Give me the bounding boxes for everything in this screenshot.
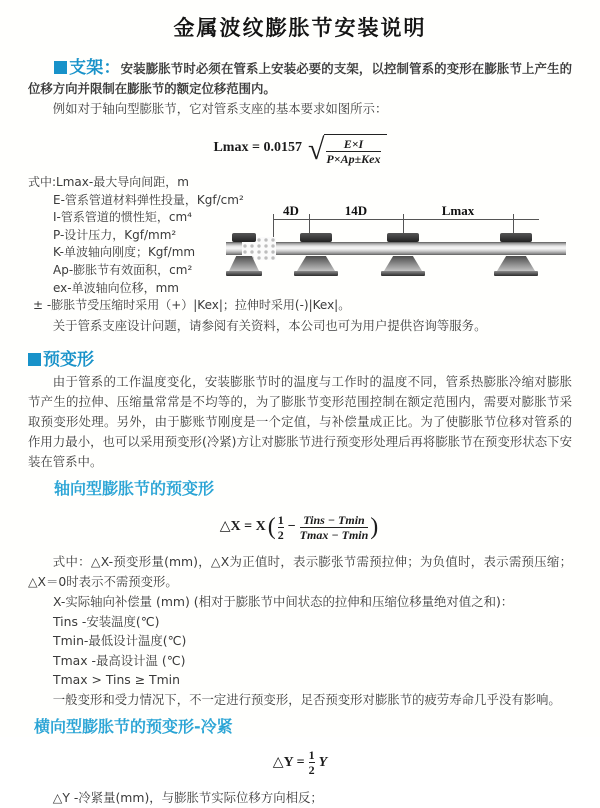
support-note-text: 关于管系支座设计问题，请参阅有关资料，本公司也可为用户提供咨询等服务。 bbox=[52, 318, 487, 333]
support-base bbox=[494, 271, 538, 276]
support-base bbox=[294, 271, 338, 276]
definition-line: Tmax -最高设计温 (℃) bbox=[53, 652, 186, 668]
support-pedestal bbox=[297, 256, 335, 271]
pipe-guide-support bbox=[294, 233, 338, 281]
predeform-paragraph: 由于管系的工作温度变化，安装膨胀节时的温度与工作时的温度不同，管系热膨胀冷缩对膨胀节产生的拉伸、压缩量常常是不均等的，为了膨胀节变形范围控制在额定范围内，需要对膨胀节采取预变形处理。另外，由于膨账节刚度是一个定值，与补偿量成正比。为了使膨胀节位移对管系的作用力最小，也可以采用预变形(冷紧)方让对膨胀节进行预变形处理后再将膨胀节在预变形状态下安装在管系中。 bbox=[28, 374, 572, 469]
minus-sign: − bbox=[287, 519, 296, 534]
lateral-explain-text: △Y -冷紧量(mm)，与膨胀节实际位移方向相反； bbox=[52, 789, 323, 805]
support-base bbox=[226, 271, 262, 276]
dimension-line bbox=[273, 219, 539, 220]
support-pedestal bbox=[384, 256, 422, 271]
formula-dx-lhs: △X = X bbox=[219, 519, 266, 534]
definitions-and-diagram bbox=[28, 174, 572, 316]
support-example-text: 例如对于轴向型膨胀节，它对管系支座的基本要求如图所示： bbox=[52, 101, 388, 116]
formula-dy-rhs: Y bbox=[318, 754, 328, 770]
axial-subheader: 轴向型膨胀节的预变形 bbox=[54, 479, 215, 498]
support-section-header: 支架： bbox=[69, 58, 121, 78]
definition-line: Tmax > Tins ≥ Tmin bbox=[53, 672, 180, 687]
definition-line: ± -膨胀节受压缩时采用（+）|Kex|；拉伸时采用(-)|Kex|。 bbox=[33, 298, 351, 313]
section-marker-icon bbox=[28, 353, 41, 366]
definition-line: P-设计压力，Kgf/mm² bbox=[53, 227, 177, 242]
predeform-section-header: 预变形 bbox=[28, 348, 572, 372]
half-numerator: 1 bbox=[277, 512, 284, 527]
support-intro-paragraph bbox=[28, 58, 572, 99]
formula-lmax-lhs: Lmax = 0.0157 bbox=[213, 140, 302, 155]
support-clamp bbox=[387, 233, 419, 242]
definition-line: Tmin-最低设计温度(℃) bbox=[53, 633, 187, 648]
support-intro-text: 安装膨胀节时必须在管系上安装必要的支架，以控制管系的变形在膨胀节上产生的位移方向并限制在膨胀节的额定位移范围内。 bbox=[28, 61, 572, 96]
definition-line: Tins -安装温度(℃) bbox=[53, 613, 160, 629]
half-numerator: 1 bbox=[308, 748, 315, 762]
dim-label-14d: 14D bbox=[344, 203, 368, 218]
support-clamp bbox=[300, 233, 332, 242]
lateral-subheader: 横向型膨胀节的预变形-冷紧 bbox=[34, 716, 233, 736]
section-marker-icon bbox=[54, 61, 67, 74]
temp-numerator: Tins − Tmin bbox=[303, 512, 365, 527]
axial-definitions bbox=[28, 592, 572, 690]
support-base bbox=[381, 271, 425, 276]
definition-line: 式中:Lmax-最大导向间距，m bbox=[28, 175, 189, 189]
page-title: 金属波纹膨胀节安装说明 bbox=[173, 16, 427, 40]
formula-delta-y bbox=[28, 746, 572, 780]
formula-lmax-denominator: P×Ap±Kex bbox=[326, 151, 381, 166]
definition-line: I-管系管道的惯性矩，cm⁴ bbox=[53, 210, 192, 225]
half-denominator: 2 bbox=[308, 763, 315, 777]
close-paren: ) bbox=[370, 514, 379, 540]
definition-line: K-单波轴向刚度；Kgf/mm bbox=[53, 245, 196, 260]
half-denominator: 2 bbox=[277, 527, 284, 542]
formula-lmax-numerator: E×I bbox=[343, 136, 364, 151]
pipe-support-diagram bbox=[226, 203, 566, 286]
support-clamp bbox=[500, 233, 532, 242]
axial-explain-text: 式中：△X-预变形量(mm)，△X为正值时，表示膨张节需预拉伸；为负值时，表示需预压缩；△X＝0时表示不需预变形。 bbox=[28, 554, 572, 589]
axial-note-text: 一般变形和受力情况下，不一定进行预变形，足否预变形对膨胀节的疲劳寿命几乎没有影响。 bbox=[52, 691, 561, 707]
pipe-anchor-support bbox=[226, 233, 262, 281]
formula-dy-lhs: △Y = bbox=[272, 754, 305, 770]
support-pedestal bbox=[497, 256, 535, 271]
dim-label-4d: 4D bbox=[283, 203, 299, 218]
formula-delta-x bbox=[28, 508, 572, 546]
dim-label-lmax: Lmax bbox=[441, 203, 475, 218]
definition-line: Ap-膨胀节有效面积，cm² bbox=[53, 262, 193, 277]
definition-line: ex-单波轴向位移，mm bbox=[53, 280, 179, 295]
formula-lmax bbox=[28, 128, 572, 168]
pipe-guide-support bbox=[494, 233, 538, 281]
sqrt-radical-icon: √ bbox=[307, 133, 325, 166]
support-clamp bbox=[232, 233, 256, 242]
open-paren: ( bbox=[267, 514, 276, 540]
support-pedestal bbox=[229, 256, 259, 271]
pipe-guide-support bbox=[381, 233, 425, 281]
temp-denominator: Tmax − Tmin bbox=[299, 527, 369, 542]
definition-line: X-实际轴向补偿量 (mm) (相对于膨胀节中间状态的拉伸和压缩位移量绝对值之和)： bbox=[53, 594, 514, 609]
definition-line: E-管系管道材料弹性投量，Kgf/cm² bbox=[53, 192, 244, 207]
